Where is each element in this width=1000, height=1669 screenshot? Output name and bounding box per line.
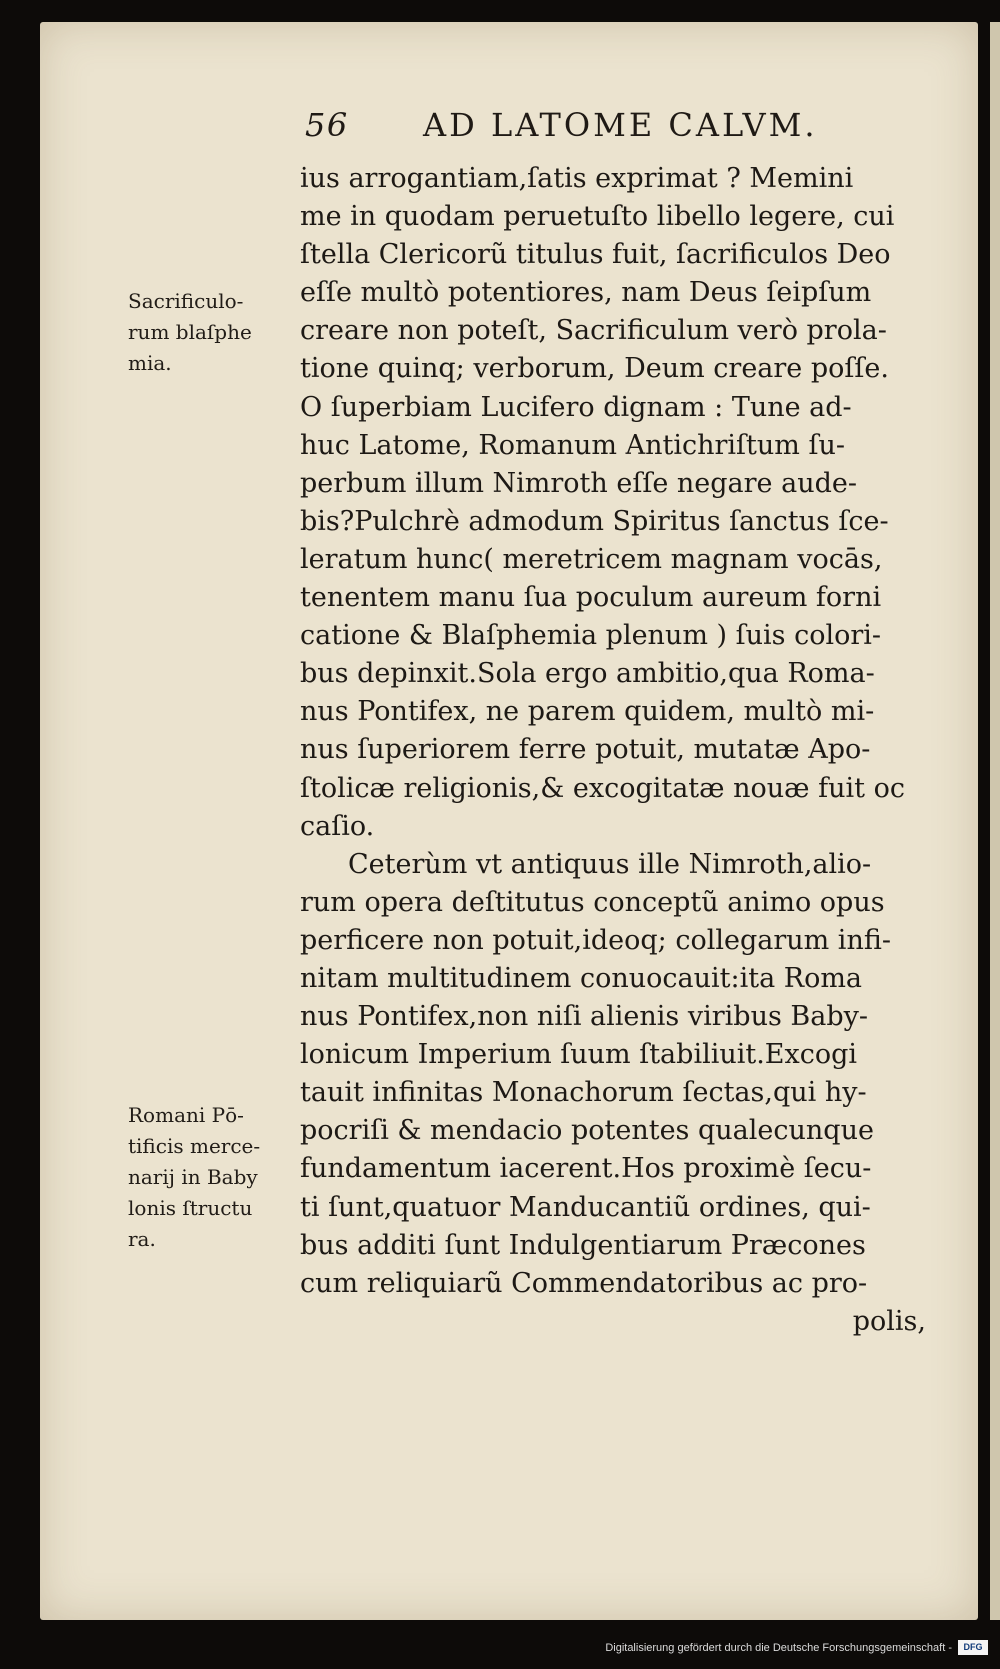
- funding-credit: Digitalisierung gefördert durch die Deutsche Forschungsgemeinschaft -: [605, 1642, 952, 1654]
- margin-note-line: lonis ſtructu: [128, 1196, 253, 1220]
- text-line: nitam multitudinem conuocauit:ita Roma: [300, 962, 863, 994]
- text-line: nus Pontifex,non niſi alienis viribus Baby-: [300, 1001, 869, 1033]
- text-line: bis?Pulchrè admodum Spiritus ſanctus ſce-: [300, 505, 889, 537]
- text-line: O ſuperbiam Lucifero dignam : Tune ad-: [300, 391, 852, 423]
- text-line: eſſe multò potentiores, nam Deus ſeipſum: [300, 277, 872, 309]
- text-line: perbum illum Nimroth eſſe negare aude-: [300, 467, 857, 499]
- text-line: ius arrogantiam,ſatis exprimat ? Memini: [300, 163, 854, 194]
- running-head: AD LATOME CALVM.: [423, 106, 818, 144]
- page-edge: [990, 22, 1000, 1620]
- margin-note-line: narij in Baby: [128, 1165, 258, 1189]
- text-line: leratum hunc( meretricem magnam vocās,: [300, 543, 883, 575]
- text-line: nus Pontifex, ne parem quidem, multò mi-: [300, 696, 875, 728]
- margin-note-mercenaries: [128, 1100, 260, 1255]
- footer-strip: [0, 1630, 1000, 1669]
- text-line: me in quodam peruetuſto libello legere, cui: [300, 201, 895, 233]
- margin-note-blasphemy: [128, 286, 252, 379]
- margin-note-line: Romani Pō-: [128, 1103, 244, 1127]
- margin-note-line: mia.: [128, 351, 172, 375]
- text-line: caſio.: [300, 810, 375, 842]
- text-line: lonicum Imperium ſuum ſtabiliuit.Excogi: [300, 1039, 858, 1071]
- margin-note-line: ra.: [128, 1227, 156, 1251]
- text-line: tauit infinitas Monachorum ſectas,qui hy-: [300, 1077, 867, 1109]
- text-line: creare non poteſt, Sacrificulum verò prola-: [300, 315, 887, 347]
- text-line: tione quinq; verborum, Deum creare poſſe.: [300, 353, 889, 385]
- text-line: rum opera deſtitutus conceptũ animo opus: [300, 886, 885, 918]
- text-line: ſtella Clericorũ titulus fuit, ſacrificulos Deo: [300, 239, 891, 271]
- text-line: ſtolicæ religionis,& excogitatæ nouæ fuit oc: [300, 772, 905, 804]
- body-text: [300, 160, 930, 1341]
- text-line: bus additi ſunt Indulgentiarum Præcones: [300, 1229, 866, 1261]
- text-line: cum reliquiarũ Commendatoribus ac pro-: [300, 1267, 868, 1299]
- dfg-logo: DFG: [958, 1640, 988, 1655]
- text-line: fundamentum iacerent.Hos proximè ſecu-: [300, 1153, 872, 1185]
- text-line: tenentem manu ſua poculum aureum forni: [300, 582, 882, 614]
- text-line: catione & Blaſphemia plenum ) ſuis colori-: [300, 620, 882, 652]
- margin-note-line: Sacrificulo-: [128, 289, 244, 313]
- text-line: pocriſi & mendacio potentes qualecunque: [300, 1115, 874, 1147]
- catchword-line: polis,: [852, 1305, 926, 1337]
- text-line: bus depinxit.Sola ergo ambitio,qua Roma-: [300, 658, 875, 690]
- page-header: [305, 106, 865, 156]
- text-line: huc Latome, Romanum Antichriſtum ſu-: [300, 429, 845, 461]
- page-number: 56: [305, 106, 349, 144]
- margin-note-line: rum blaſphe: [128, 320, 252, 344]
- text-line: ti ſunt,quatuor Manducantiũ ordines, qui-: [300, 1191, 871, 1223]
- text-line: Ceterùm vt antiquus ille Nimroth,alio-: [348, 848, 872, 880]
- margin-note-line: tificis merce-: [128, 1134, 261, 1158]
- text-line: perficere non potuit,ideoq; collegarum infi-: [300, 924, 891, 956]
- text-line: nus ſuperiorem ferre potuit, mutatæ Apo-: [300, 734, 871, 766]
